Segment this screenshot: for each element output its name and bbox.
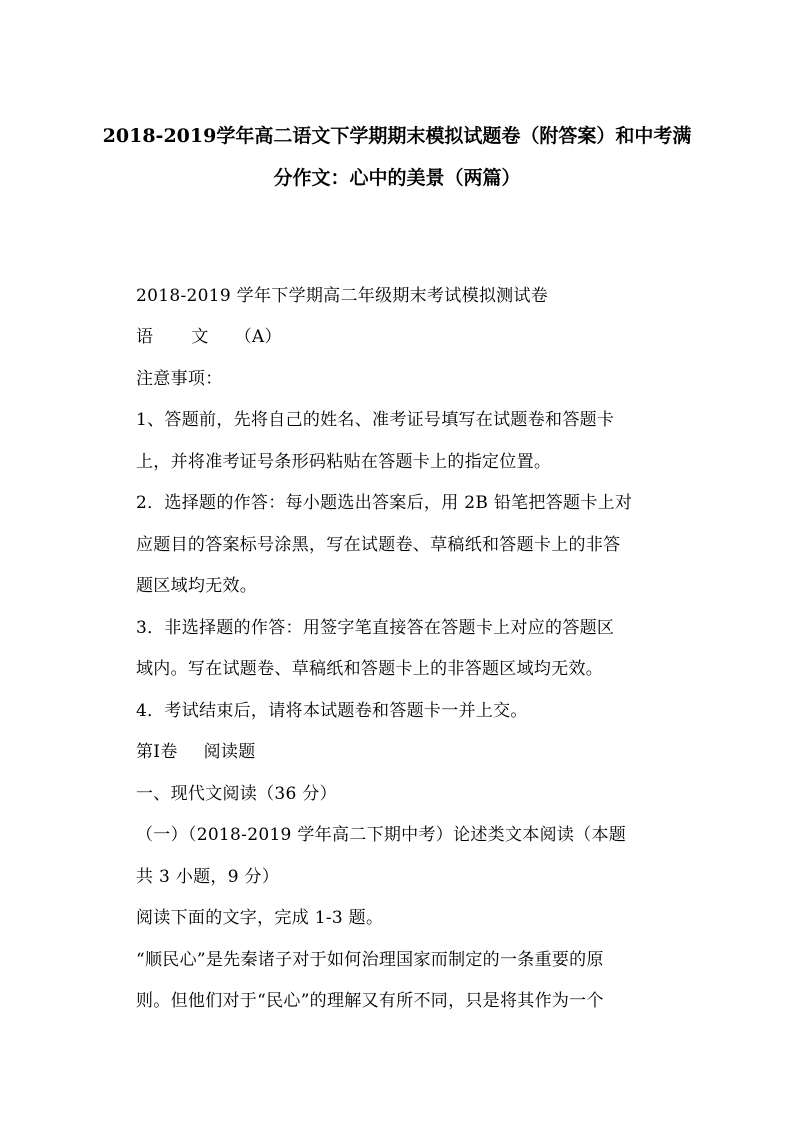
subsection-line-2: 共 3 小题，9 分） bbox=[136, 867, 280, 887]
reading-instruction: 阅读下面的文字，完成 1-3 题。 bbox=[136, 908, 384, 928]
notice-item-4: 4．考试结束后，请将本试题卷和答题卡一并上交。 bbox=[136, 701, 528, 721]
volume-name: 阅读题 bbox=[203, 742, 256, 762]
subject-version: （A） bbox=[234, 327, 282, 347]
passage-line-1: “顺民心”是先秦诸子对于如何治理国家而制定的一条重要的原 bbox=[136, 950, 604, 970]
notice-item-2-line-3: 题区域均无效。 bbox=[136, 576, 258, 596]
subject-char-2: 文 bbox=[191, 327, 209, 347]
notice-item-3-line-1: 3．非选择题的作答：用签字笔直接答在答题卡上对应的答题区 bbox=[136, 618, 615, 638]
document-title-line-1: 2018-2019学年高二语文下学期期末模拟试题卷（附答案）和中考满 bbox=[102, 125, 692, 147]
notice-item-1-line-2: 上，并将准考证号条形码粘贴在答题卡上的指定位置。 bbox=[136, 452, 552, 472]
notice-heading: 注意事项： bbox=[136, 369, 223, 389]
section-heading: 一、现代文阅读（36 分） bbox=[136, 784, 337, 804]
passage-line-2: 则。但他们对于“民心”的理解又有所不同，只是将其作为一个 bbox=[136, 991, 604, 1011]
notice-item-3-line-2: 域内。写在试题卷、草稿纸和答题卡上的非答题区域均无效。 bbox=[136, 659, 604, 679]
notice-item-2-line-2: 应题目的答案标号涂黑，写在试题卷、草稿纸和答题卡上的非答 bbox=[136, 535, 621, 555]
subject-line bbox=[136, 325, 282, 349]
volume-label: 第Ⅰ卷 bbox=[136, 742, 178, 762]
document-title-line-2: 分作文：心中的美景（两篇） bbox=[273, 167, 521, 189]
volume-heading bbox=[136, 740, 256, 764]
subject-char-1: 语 bbox=[136, 327, 154, 347]
notice-item-1-line-1: 1、答题前，先将自己的姓名、准考证号填写在试题卷和答题卡 bbox=[136, 410, 615, 430]
notice-item-2-line-1: 2．选择题的作答：每小题选出答案后，用 2B 铅笔把答题卡上对 bbox=[136, 493, 633, 513]
exam-title: 2018-2019 学年下学期高二年级期末考试模拟测试卷 bbox=[136, 286, 549, 306]
subsection-line-1: （一）（2018-2019 学年高二下期中考）论述类文本阅读（本题 bbox=[136, 825, 627, 845]
